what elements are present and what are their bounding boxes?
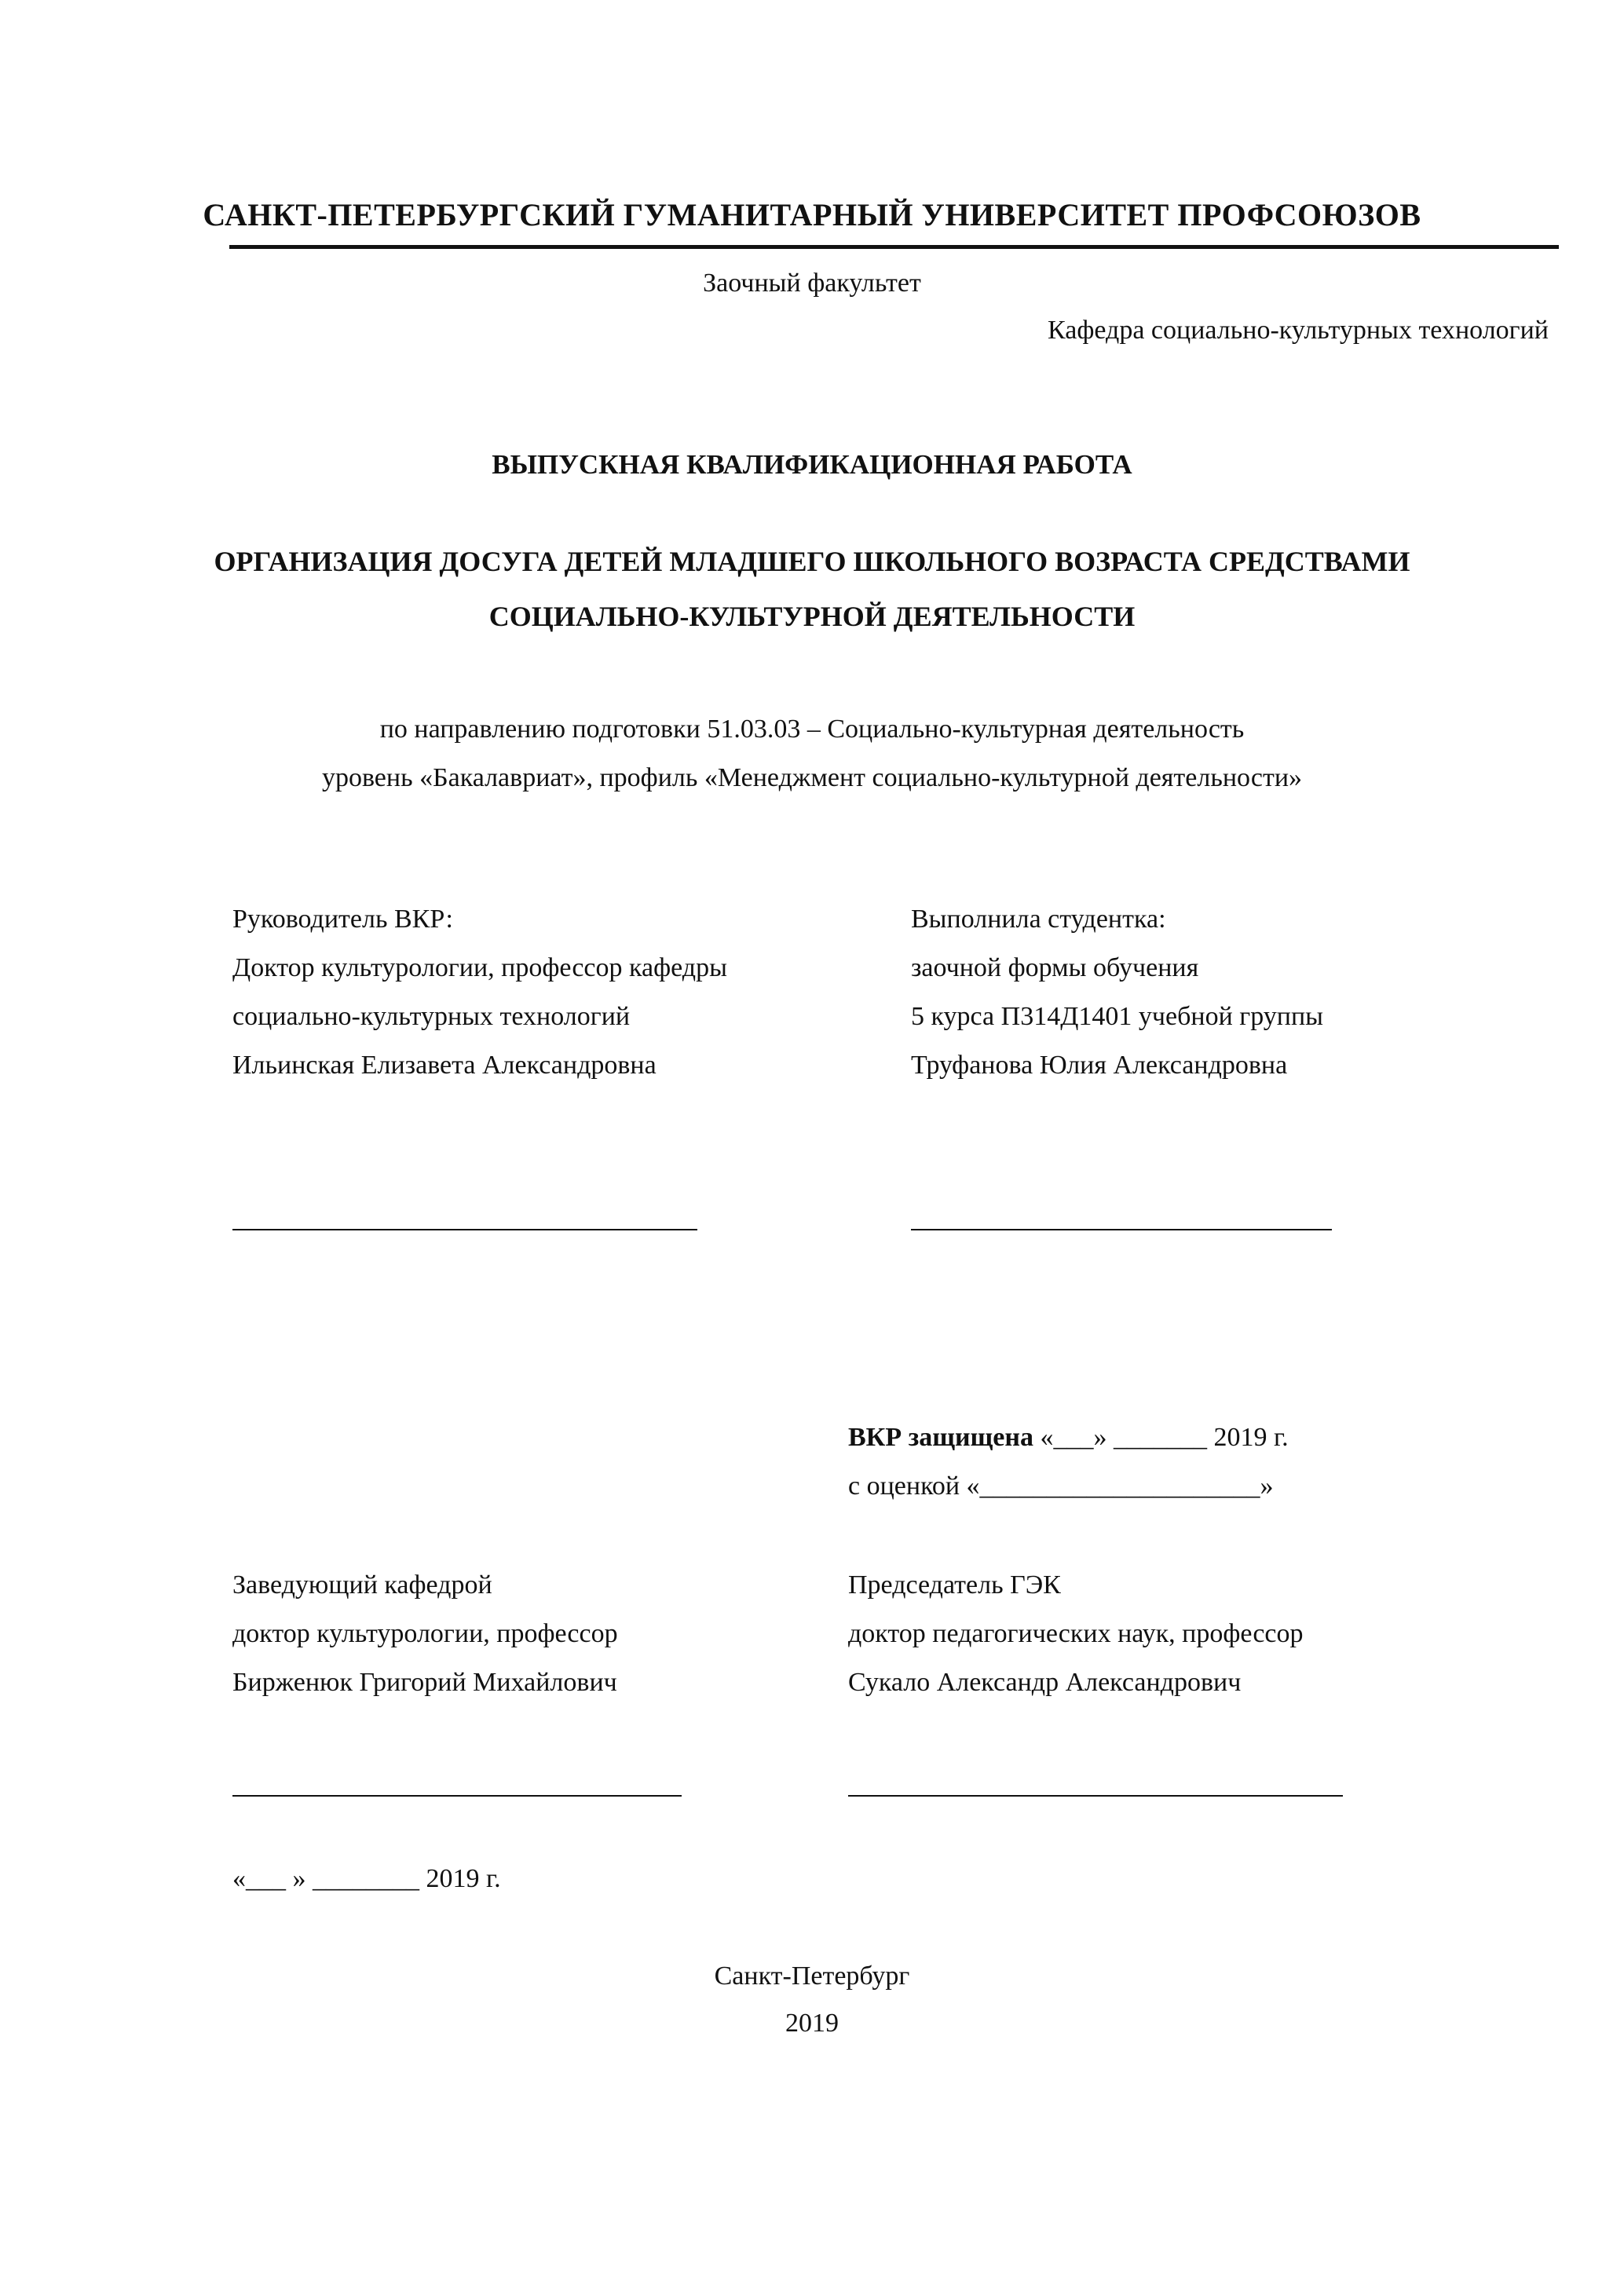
supervisor-line: Доктор культурологии, профессор кафедры [232,953,727,982]
chairman-line: доктор педагогических наук, профессор [848,1619,1304,1648]
thesis-title-line: СОЦИАЛЬНО-КУЛЬТУРНОЙ ДЕЯТЕЛЬНОСТИ [488,601,1136,632]
header-rule [229,245,1559,249]
student-line: заочной формы обучения [911,953,1199,982]
work-type: ВЫПУСКНАЯ КВАЛИФИКАЦИОННАЯ РАБОТА [492,449,1132,480]
supervisor-line: Ильинская Елизавета Александровна [232,1051,657,1080]
approval-date: «___ » ________ 2019 г. [232,1864,501,1893]
chairman-line: Сукало Александр Александрович [848,1668,1242,1697]
head-line: Заведующий кафедрой [232,1570,492,1600]
student-line: 5 курса П314Д1401 учебной группы [911,1002,1323,1031]
thesis-title [0,534,1624,644]
head-line: Бирженюк Григорий Михайлович [232,1668,617,1697]
university-name: САНКТ-ПЕТЕРБУРГСКИЙ ГУМАНИТАРНЫЙ УНИВЕРСИТЕТ ПРОФСОЮЗОВ [203,197,1421,232]
chairman-line: Председатель ГЭК [848,1570,1061,1600]
student-line: Выполнила студентка: [911,905,1166,934]
defense-date: «___» _______ 2019 г. [1033,1423,1289,1452]
supervisor-signature-line [232,1229,697,1230]
student-block [911,895,1323,1090]
defense-label: ВКР защищена [848,1423,1033,1452]
faculty-name: Заочный факультет [703,269,921,298]
head-of-department-block [232,1561,618,1707]
head-line: доктор культурологии, профессор [232,1619,618,1648]
chairman-block [848,1561,1304,1707]
year: 2019 [785,2009,839,2038]
chairman-signature-line [848,1795,1343,1797]
supervisor-block [232,895,727,1090]
head-signature-line [232,1795,682,1797]
defense-date-line [848,1413,1289,1462]
thesis-title-line: ОРГАНИЗАЦИЯ ДОСУГА ДЕТЕЙ МЛАДШЕГО ШКОЛЬНОГО ВОЗРАСТА СРЕДСТВАМИ [214,546,1410,577]
city: Санкт-Петербург [714,1961,910,1991]
supervisor-line: Руководитель ВКР: [232,905,453,934]
supervisor-line: социально-культурных технологий [232,1002,631,1031]
department-name: Кафедра социально-культурных технологий [1048,316,1549,345]
student-signature-line [911,1229,1332,1230]
direction-line: по направлению подготовки 51.03.03 – Социально-культурная деятельность [379,715,1245,744]
profile-line: уровень «Бакалавриат», профиль «Менеджмент социально-культурной деятельности» [321,763,1303,792]
defense-block [848,1413,1289,1511]
student-line: Труфанова Юлия Александровна [911,1051,1288,1080]
defense-grade: с оценкой «_____________________» [848,1472,1274,1501]
study-direction [0,705,1624,803]
